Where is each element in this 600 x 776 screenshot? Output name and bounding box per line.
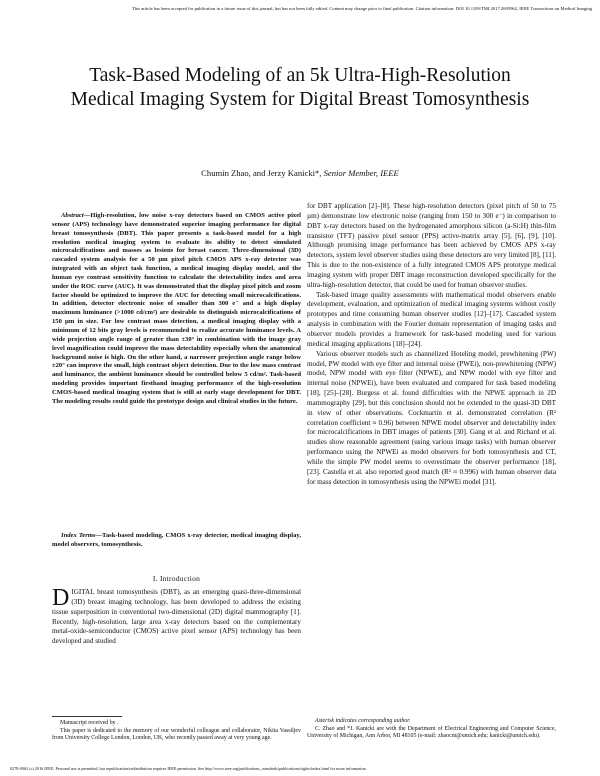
abstract-text: —High-resolution, low noise x-ray detectors based on CMOS active pixel sensor (APS) technology have demonstrated superior imaging performance for digital breast tomosynthesis (DBT). This paper presents a task-based model for a high resolution medical imaging system to evaluate its ability to detect simulated microcalcifications and masses as lesions for breast cancer. Three-dimensional (3D) cascaded system analysis for a 50 µm pixel pitch CMOS APS x-ray detector was integrated with an object task function, a medical imaging display model, and the human eye contrast sensitivity function to calculate the detectability index and area under the ROC curve (AUC). It was demonstrated that the display pixel pitch and zoom factor should be optimized to improve the AUC for detecting small microcalcifications. In addition, detector electronic noise of smaller than 300 e⁻ and a high display maximum luminance (>1000 cd/cm²) are desirable to distinguish microcalcifications of 150 µm in size. For low contrast mass detection, a medical imaging display with a minimum of 12 bits gray levels is recommended to realize accurate luminance levels. A wide projection angle range of greater than ±30° in combination with the image gray level magnification could improve the mass detectability especially when the anatomical background noise is high. On the other hand, a narrower projection angle range below ±20° can improve the small, high contrast object detection. Due to the low mass contrast and luminance, the ambient luminance should be controlled below 5 cd/m². Task-based modeling provides important firsthand imaging performance of the high-resolution CMOS-based medical imaging system that is still at early stage development for DBT. The modeling results could guide the prototype design and clinical studies in the future.: [52, 212, 301, 405]
right-paragraph: Various observer models such as channelized Hoteling model, prewhitening (PW) model, PW model with eye filter and internal noise (PWEi), non-prewhitening (NPW) model, NPW model with eye filter (NPWE), and NPW model with eye filter and internal noise (NPWEi), have been evaluated and compared for task based modeling [18], [25]–[28]. Burgess et al. found difficulties with the NPWE approach in 2D mammography [29], but this conclusion should not be extended to the quasi-3D DBT in view of other observations. Cockmartin et al. demonstrated correlation (R² correlation coefficient ≈ 0.96) between NPWE model observer and detectability index for microcalcifications in DBT images of patients [30]. Gang et al. and Richard et al. studies show reasonable agreement (using various image tasks) with human observer performance using the NPWEi as model observers for both tomosynthesis and CT, while the simple PW model seems to overestimate the observer performance [18], [23]. Castella et al. also reported good match (R² ≈ 0.996) with human observer data for mass detection in tomosynthesis using the NPWEi model [31].: [307, 349, 556, 486]
right-paragraph: Task-based image quality assessments with mathematical model observers enable development, evaluation, and optimization of medical imaging systems without costly prototypes and time consuming human observer studies [12]–[17]. Cascaded system analysis in combination with the Fourier domain representation of imaging tasks and observer models provides a framework for task-based modeling used for various medical imaging applications [18]–[24].: [307, 290, 556, 348]
journal-notice: This article has been accepted for publication in a future issue of this journal, but has not been fully edited. Content may change prior to final publication. Citation information: DOI 10.1109/TMI.2017.2695962, IEEE Transactions on Medical Imaging: [131, 6, 592, 11]
drop-cap: D: [52, 585, 70, 611]
right-paragraph: for DBT application [2]–[8]. These high-resolution detectors (pixel pitch of 50 to 75 µm) demonstrate low electronic noise (ranging from 150 to 300 e⁻) in comparison to DBT x-ray detectors based on the hydrogenated amorphous silicon (a-Si:H) thin-film transistor (TFT) passive pixel sensor (PPS) active-matrix array [5], [6], [9], [10]. Although promising image performance has been achieved by CMOS APS x-ray detectors, system level observer studies using these detectors are very limited [8], [11]. This is due to the non-existence of a fully integrated CMOS APS prototype medical imaging system with proper DBT image reconstruction developed specifically for the ultra-high-resolution detector, that could be used for human observer studies.: [307, 202, 556, 289]
index-terms-text: —Task-based modeling, CMOS x-ray detector, medical imaging display, model observers, tomosynthesis.: [52, 532, 301, 548]
left-footnotes: [52, 716, 301, 743]
footnote-rule: [52, 716, 122, 717]
intro-paragraph: [52, 585, 301, 647]
abstract: [52, 212, 301, 407]
index-terms-lead: Index Terms: [61, 532, 96, 539]
abstract-lead: Abstract: [61, 212, 84, 219]
author-line: [60, 168, 540, 178]
right-column: [307, 202, 556, 487]
footnote-asterisk: Asterisk indicates corresponding author.: [315, 718, 411, 724]
author-membership: Senior Member, IEEE: [323, 168, 399, 178]
intro-text: IGITAL breast tomosynthesis (DBT), as an emerging quasi-three-dimensional (3D) breast imaging technology, has been developed to address the existing tissue superposition in conventional two-dimensional (2D) digital mammography [1]. Recently, high-resolution, large area x-ray detectors based on the complementary metal-oxide-semiconductor (CMOS) active pixel sensor (APS) technology has been developed and studied: [52, 588, 301, 646]
section-heading: I. Introduction: [152, 574, 201, 583]
right-footnotes: [307, 718, 556, 741]
footnote-dedication: This paper is dedicated to the memory of our wonderful colleague and collaborator, Nikita Vassiljev from University College London, London, UK, who recently passed away at very young age.: [52, 727, 301, 742]
index-terms: [52, 532, 301, 550]
paper-title: Task-Based Modeling of an 5k Ultra-High-Resolution Medical Imaging System for Digital Breast Tomosynthesis: [70, 65, 530, 110]
copyright-footer: 0278-0062 (c) 2016 IEEE. Personal use is permitted, but republication/redistribution requires IEEE permission. See http://www.ieee.org/publications_standards/publications/rights/index.html for more information.: [10, 766, 367, 771]
footnote-affiliation: C. Zhao and *J. Kanicki are with the Department of Electrical Engineering and Computer Science, University of Michigan, Ann Arbor, MI 48105 (e-mail: zhaocm@umich.edu; kanicki@umich.edu).: [307, 725, 556, 740]
author-names: Chumin Zhao, and Jerzy Kanicki*,: [201, 168, 322, 178]
footnote-manuscript: Manuscript received by .: [60, 720, 119, 726]
